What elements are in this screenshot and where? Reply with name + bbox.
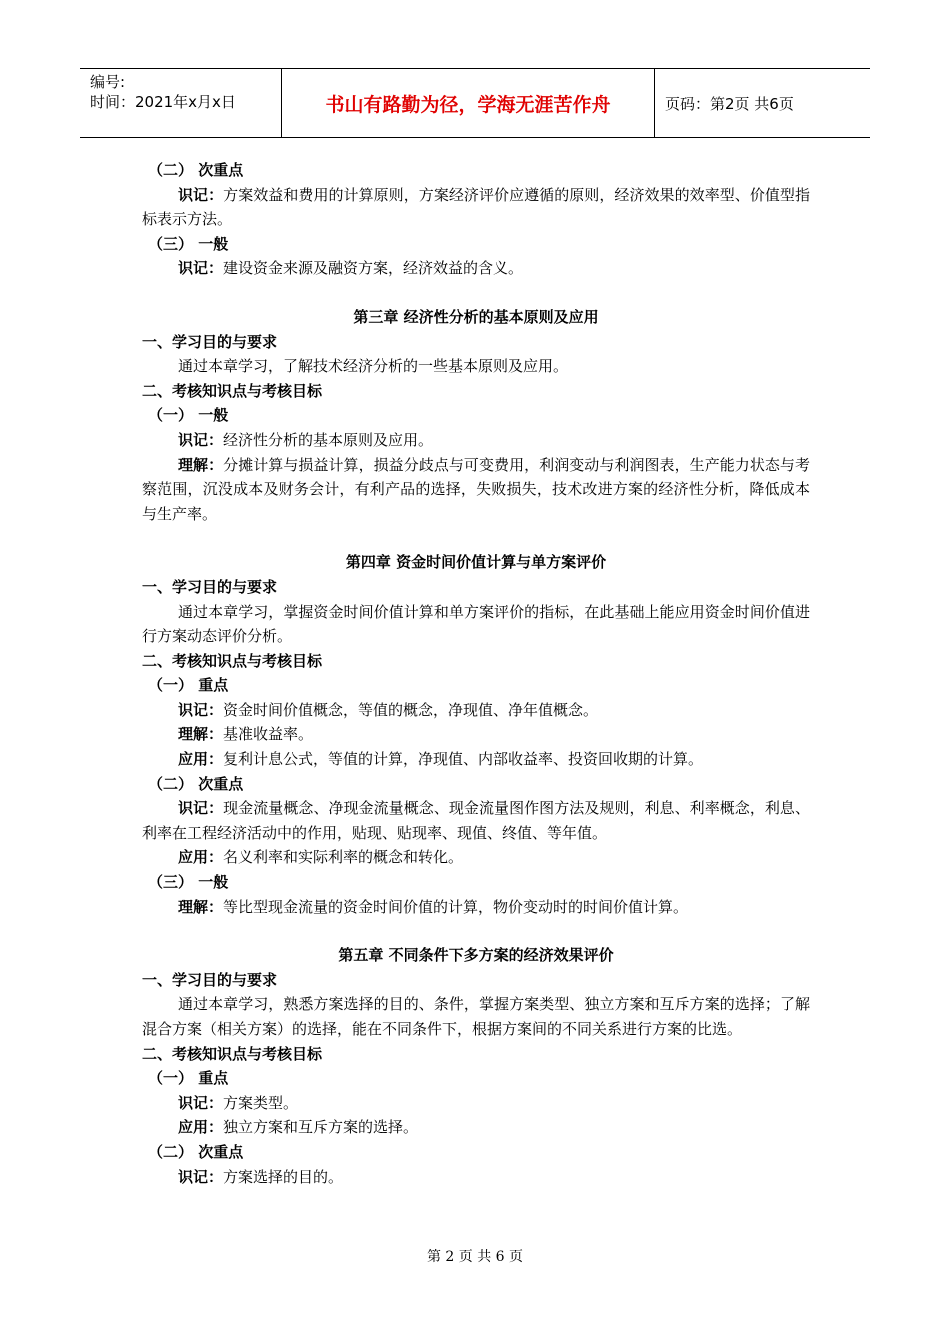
paragraph-label: 识记： (178, 1093, 224, 1112)
paragraph-label: 应用： (178, 1118, 224, 1137)
header-meta (80, 69, 282, 137)
paragraph-label: 识记： (178, 259, 224, 278)
page-footer: 第 2 页 共 6 页 (426, 1249, 524, 1265)
section-heading: 二、考核知识点与考核目标 (142, 1044, 323, 1063)
body-paragraph (142, 992, 810, 1041)
section-heading: 二、考核知识点与考核目标 (142, 381, 323, 400)
header-page-info: 页码：第2页 共6页 (665, 94, 794, 113)
header-number: 编号: (90, 73, 126, 91)
subsection-heading: （二） 次重点 (148, 161, 244, 179)
body-paragraph (142, 453, 810, 527)
paragraph-text: 基准收益率。 (223, 725, 314, 744)
body-paragraph (142, 354, 810, 379)
subsection-heading: （二） 次重点 (148, 774, 244, 793)
subsection-heading: （一） 重点 (148, 1069, 229, 1088)
paragraph-text: 经济性分析的基本原则及应用。 (223, 430, 434, 449)
paragraph-label: 应用： (178, 750, 224, 769)
paragraph-text: 分摊计算与损益计算，损益分歧点与可变费用，利润变动与利润图表，生产能力状态与考察范围，沉没成本及财务会计，有利产品的选择，失败损失，技术改进方案的经济性分析，降低成本与生产率。 (142, 455, 810, 523)
paragraph-text: 通过本章学习，了解技术经济分析的一些基本原则及应用。 (178, 357, 569, 376)
paragraph-text: 等比型现金流量的资金时间价值的计算，物价变动时的时间价值计算。 (223, 897, 689, 916)
paragraph-label: 识记： (178, 700, 224, 719)
paragraph-text: 方案类型。 (223, 1093, 299, 1112)
paragraph-text: 名义利率和实际利率的概念和转化。 (223, 848, 464, 867)
chapter-title: 第五章 不同条件下多方案的经济效果评价 (338, 946, 614, 965)
body-paragraph (142, 600, 810, 649)
paragraph-text: 方案选择的目的。 (223, 1167, 344, 1186)
paragraph-label: 识记： (178, 799, 224, 818)
subsection-heading: （一） 重点 (148, 676, 229, 695)
paragraph-label: 应用： (178, 848, 224, 867)
body-paragraph (142, 747, 810, 772)
body-paragraph (142, 722, 810, 747)
section-heading: 一、学习目的与要求 (142, 577, 278, 596)
paragraph-text: 复利计息公式，等值的计算，净现值、内部收益率、投资回收期的计算。 (223, 750, 704, 769)
body-paragraph (142, 428, 810, 453)
body-paragraph (142, 183, 810, 232)
paragraph-text: 建设资金来源及融资方案，经济效益的含义。 (223, 259, 524, 278)
paragraph-label: 识记： (178, 185, 224, 204)
subsection-heading: （三） 一般 (148, 873, 229, 892)
paragraph-label: 识记： (178, 1167, 224, 1186)
paragraph-label: 理解： (178, 897, 224, 916)
section-heading: 一、学习目的与要求 (142, 970, 278, 989)
body-paragraph (142, 1165, 810, 1190)
section-heading: 二、考核知识点与考核目标 (142, 651, 323, 670)
paragraph-text: 资金时间价值概念，等值的概念，净现值、净年值概念。 (223, 700, 599, 719)
body-paragraph (142, 698, 810, 723)
paragraph-text: 独立方案和互斥方案的选择。 (223, 1118, 419, 1137)
subsection-heading: （三） 一般 (148, 234, 229, 253)
paragraph-text: 通过本章学习，熟悉方案选择的目的、条件，掌握方案类型、独立方案和互斥方案的选择；了解混合方案（相关方案）的选择，能在不同条件下，根据方案间的不同关系进行方案的比选。 (142, 995, 810, 1038)
body-paragraph (142, 796, 810, 845)
body-paragraph (142, 256, 810, 281)
paragraph-text: 方案效益和费用的计算原则，方案经济评价应遵循的原则，经济效果的效率型、价值型指标表示方法。 (142, 185, 810, 229)
body-paragraph (142, 1091, 810, 1116)
paragraph-label: 识记： (178, 430, 224, 449)
subsection-heading: （一） 一般 (148, 406, 229, 425)
body-paragraph (142, 1115, 810, 1140)
chapter-title: 第四章 资金时间价值计算与单方案评价 (345, 553, 607, 572)
subsection-heading: （二） 次重点 (148, 1142, 244, 1161)
header-time: 时间：2021年x月x日 (90, 93, 236, 111)
paragraph-text: 通过本章学习，掌握资金时间价值计算和单方案评价的指标，在此基础上能应用资金时间价值进行方案动态评价分析。 (142, 602, 810, 646)
body-paragraph (142, 845, 810, 870)
chapter-title: 第三章 经济性分析的基本原则及应用 (353, 307, 599, 326)
section-heading: 一、学习目的与要求 (142, 332, 278, 351)
header-motto: 书山有路勤为径，学海无涯苦作舟 (282, 69, 655, 137)
body-paragraph (142, 895, 810, 920)
paragraph-label: 理解： (178, 725, 224, 744)
page-header (80, 68, 870, 138)
paragraph-label: 理解： (178, 455, 224, 474)
paragraph-text: 现金流量概念、净现金流量概念、现金流量图作图方法及规则，利息、利率概念，利息、利率在工程经济活动中的作用，贴现、贴现率、现值、终值、等年值。 (142, 799, 810, 842)
document-body (142, 158, 810, 1189)
